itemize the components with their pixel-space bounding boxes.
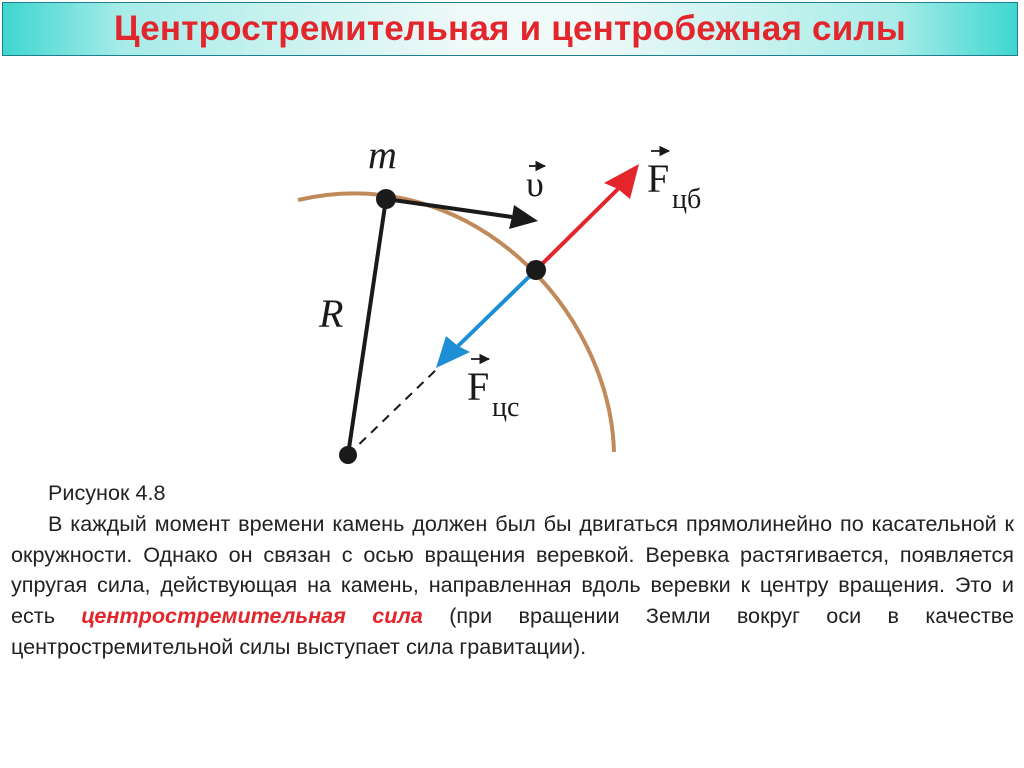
centripetal-label-symbol: F	[467, 364, 490, 409]
caption-text-after: (при вращении Земли вокруг оси в качестве центростремительной силы выступает сила гравитации).	[11, 603, 1014, 659]
page-title: Центростремительная и центробежная силы	[114, 9, 906, 48]
mass-point	[376, 189, 396, 209]
mass-label: m	[368, 132, 397, 177]
circular-path-arc	[298, 193, 614, 452]
centripetal-label-subscript: цс	[492, 392, 520, 423]
caption-body	[11, 509, 1014, 663]
highlighted-term: центростремительная сила	[81, 603, 423, 629]
figure-label: Рисунок 4.8	[48, 480, 166, 505]
caption-text-before: В каждый момент времени камень должен был бы двигаться прямолинейно по касательной к окружности. Однако он связан с осью вращения веревкой. Веревка растягивается, появляется упругая сила, действующая на камень, направленная вдоль веревки к центру вращения. Это и есть	[11, 510, 1014, 629]
centrifugal-label-subscript: цб	[672, 184, 702, 215]
center-point	[339, 446, 357, 464]
dashed-line	[348, 368, 438, 455]
centripetal-force-shaft	[458, 270, 536, 346]
velocity-vector-head	[509, 205, 538, 229]
arc-point	[526, 260, 546, 280]
centrifugal-label-symbol: F	[647, 156, 670, 201]
velocity-label: υ	[526, 164, 544, 204]
centrifugal-force-shaft	[536, 189, 618, 270]
radius-label: R	[319, 291, 344, 336]
radius-line	[348, 199, 386, 455]
figure-caption	[11, 478, 1014, 663]
centrifugal-force-head	[604, 164, 639, 199]
